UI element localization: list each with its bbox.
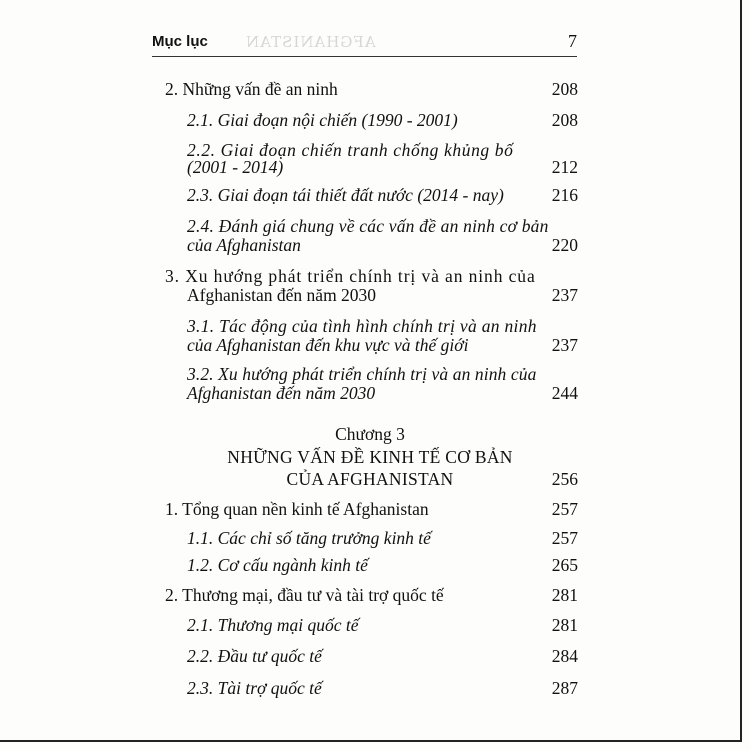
toc-entry-title-cont: của Afghanistan xyxy=(187,235,301,255)
toc-entry-page: 237 xyxy=(551,335,578,355)
toc-entry-title-cont: (2001 - 2014) xyxy=(187,157,284,177)
toc-entry-title: 2.2. Giai đoạn chiến tranh chống khủng bố xyxy=(187,140,514,160)
toc-entry-title: 2. Thương mại, đầu tư và tài trợ quốc tế xyxy=(165,585,444,605)
toc-entry-title: 2.4. Đánh giá chung về các vấn đề an ninh cơ bản xyxy=(187,216,549,236)
toc-entry-page: 212 xyxy=(551,157,578,177)
toc-entry-page: 208 xyxy=(551,110,578,130)
toc-entry-title: 3.2. Xu hướng phát triển chính trị và an ninh của xyxy=(187,364,537,384)
chapter-label: Chương 3 xyxy=(335,424,405,444)
toc-entry-page: 287 xyxy=(551,678,578,698)
toc-entry-title: 2.2. Đầu tư quốc tế xyxy=(187,646,322,666)
toc-entry-page: 257 xyxy=(551,528,578,548)
toc-entry-title-cont: Afghanistan đến năm 2030 xyxy=(187,285,377,305)
toc-entry-title: 3.1. Tác động của tình hình chính trị và an ninh xyxy=(187,316,537,336)
toc-entry-title: 3. Xu hướng phát triển chính trị và an ninh của xyxy=(165,266,536,286)
toc-entry-page: 265 xyxy=(551,555,578,575)
toc-entry-page: 281 xyxy=(551,615,578,635)
bleed-through-text: AFGHANISTAN xyxy=(245,33,376,51)
chapter-title: NHỮNG VẤN ĐỀ KINH TẾ CƠ BẢN xyxy=(227,447,513,467)
toc-entry-title: 2.3. Tài trợ quốc tế xyxy=(187,678,322,698)
toc-entry-page: 284 xyxy=(551,646,578,666)
toc-entry-title: 1.2. Cơ cấu ngành kinh tế xyxy=(187,555,368,575)
toc-entry-page: 257 xyxy=(551,499,578,519)
toc-entry-title-cont: của Afghanistan đến khu vực và thế giới xyxy=(187,335,469,355)
toc-entry-page: 281 xyxy=(551,585,578,605)
toc-entry-title: 2. Những vấn đề an ninh xyxy=(165,79,338,99)
toc-entry-title: 1.1. Các chỉ số tăng trưởng kinh tế xyxy=(187,528,431,548)
toc-entry-page: 244 xyxy=(551,383,578,403)
page-number: 7 xyxy=(568,31,577,51)
toc-entry-title: 1. Tổng quan nền kinh tế Afghanistan xyxy=(165,499,429,519)
running-header-title: Mục lục xyxy=(152,33,208,50)
toc-entry-title-cont: Afghanistan đến năm 2030 xyxy=(187,383,376,403)
toc-entry-page: 220 xyxy=(551,235,578,255)
chapter-title-cont: CỦA AFGHANISTAN xyxy=(286,469,454,489)
toc-entry-title: 2.1. Thương mại quốc tế xyxy=(187,615,359,635)
toc-entry-page: 216 xyxy=(551,185,578,205)
toc-entry-title: 2.1. Giai đoạn nội chiến (1990 - 2001) xyxy=(187,110,458,130)
toc-entry-page: 256 xyxy=(551,469,578,489)
toc-entry-page: 208 xyxy=(551,79,578,99)
toc-entry-title: 2.3. Giai đoạn tái thiết đất nước (2014 - nay) xyxy=(187,185,504,205)
toc-entry-page: 237 xyxy=(551,285,578,305)
